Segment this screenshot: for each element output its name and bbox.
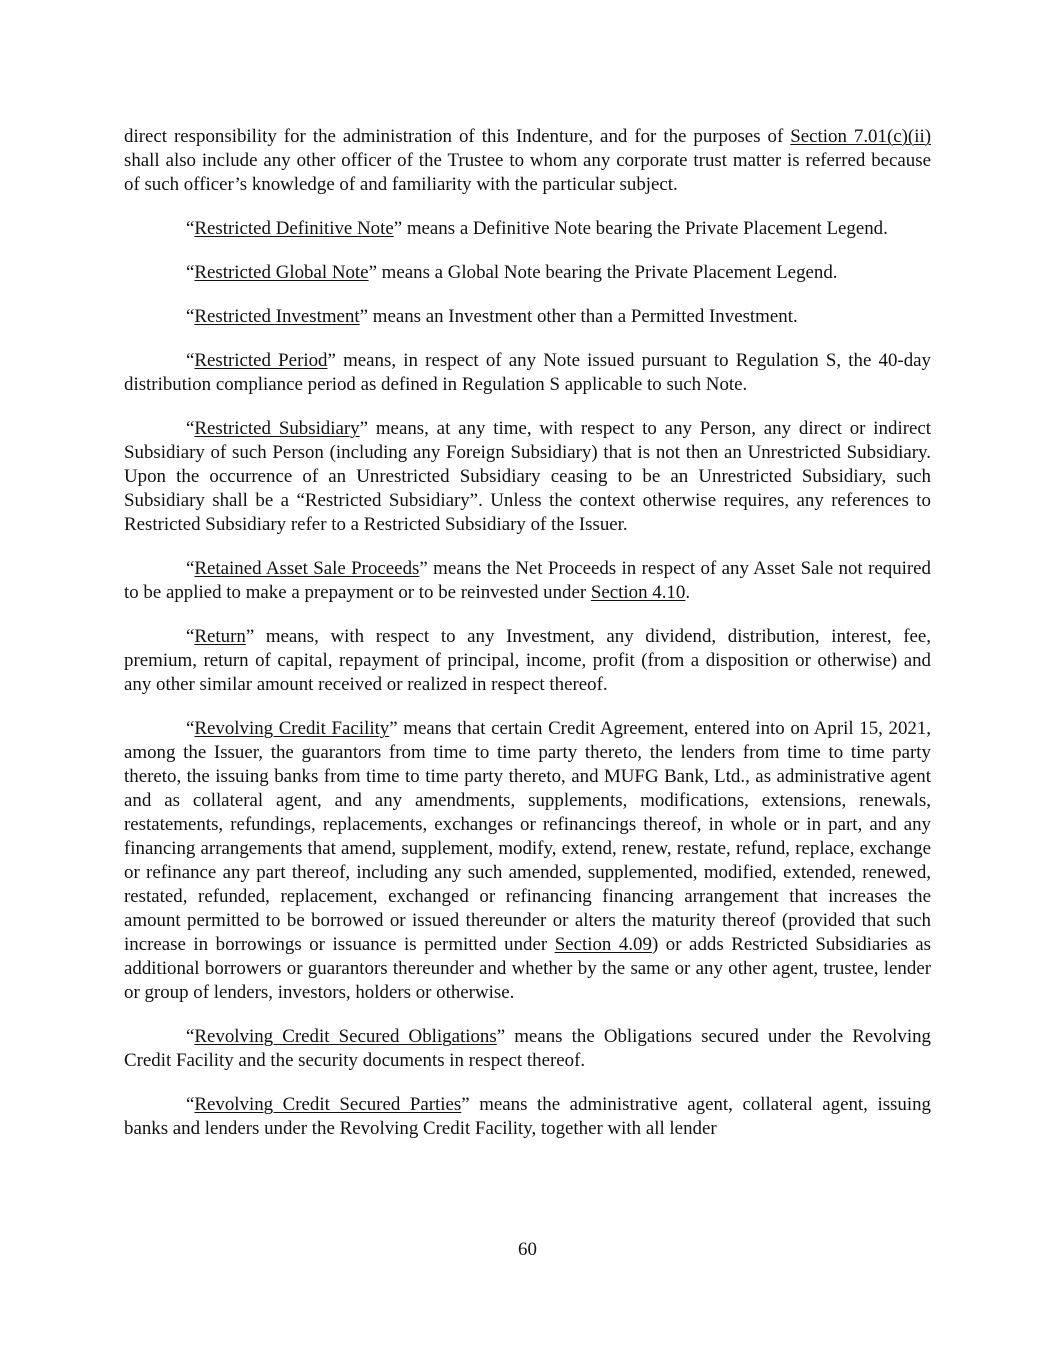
page-number: 60: [518, 1239, 537, 1260]
underlined-term: Revolving Credit Secured Parties: [194, 1094, 462, 1115]
underlined-term: Section 7.01(c)(ii): [790, 126, 931, 147]
underlined-term: Retained Asset Sale Proceeds: [194, 558, 420, 579]
paragraph-text: .: [685, 582, 691, 603]
underlined-term: Section 4.09: [554, 934, 652, 955]
definition-paragraph: [124, 305, 931, 329]
definition-paragraph: [124, 217, 931, 241]
underlined-term: Restricted Period: [194, 350, 328, 371]
definition-paragraph: [124, 717, 931, 1005]
definition-paragraph: [124, 1025, 931, 1073]
paragraph-text: “: [186, 306, 195, 327]
paragraph-text: ) or adds Restricted Subsidiaries as additional borrowers or guarantors thereunder and whether by the same or any other agent, trustee, lender or group of lenders, investors, holders or otherwise.: [124, 934, 931, 1003]
underlined-term: Revolving Credit Secured Obligations: [194, 1026, 497, 1047]
definition-paragraph: [124, 557, 931, 605]
definition-paragraph: [124, 417, 931, 537]
underlined-term: Section 4.10: [590, 582, 686, 603]
paragraph-text: “: [186, 1026, 195, 1047]
paragraph-text: ” means the administrative agent, collateral agent, issuing banks and lenders under the Revolving Credit Facility, together with all lender: [124, 1094, 931, 1139]
underlined-term: Restricted Definitive Note: [194, 218, 394, 239]
underlined-term: Restricted Global Note: [194, 262, 369, 283]
paragraph-text: “: [186, 1094, 195, 1115]
paragraph-text: “: [186, 218, 195, 239]
paragraph-text: ” means the Net Proceeds in respect of any Asset Sale not required to be applied to make a prepayment or to be reinvested under: [124, 558, 932, 603]
paragraph-text: “: [186, 418, 195, 439]
document-body: [124, 125, 931, 1161]
underlined-term: Revolving Credit Facility: [194, 718, 390, 739]
paragraph-text: “: [186, 350, 195, 371]
paragraph-text: ” means an Investment other than a Permitted Investment.: [359, 306, 798, 327]
paragraph-text: ” means a Definitive Note bearing the Private Placement Legend.: [393, 218, 888, 239]
underlined-term: Restricted Investment: [194, 306, 360, 327]
definition-paragraph: [124, 125, 931, 197]
paragraph-text: ” means, in respect of any Note issued pursuant to Regulation S, the 40-day distribution compliance period as defined in Regulation S applicable to such Note.: [124, 350, 931, 395]
paragraph-text: “: [186, 626, 195, 647]
definition-paragraph: [124, 1093, 931, 1141]
paragraph-text: ” means the Obligations secured under the Revolving Credit Facility and the security documents in respect thereof.: [124, 1026, 932, 1071]
definition-paragraph: [124, 261, 931, 285]
paragraph-text: “: [186, 718, 195, 739]
paragraph-text: “: [186, 558, 195, 579]
definition-paragraph: [124, 349, 931, 397]
paragraph-text: ” means, with respect to any Investment, any dividend, distribution, interest, fee, premium, return of capital, repayment of principal, income, profit (from a disposition or otherwise) and any other similar amount received or realized in respect thereof.: [124, 626, 931, 695]
paragraph-text: ” means a Global Note bearing the Private Placement Legend.: [368, 262, 838, 283]
paragraph-text: direct responsibility for the administration of this Indenture, and for the purposes of: [124, 126, 791, 147]
underlined-term: Return: [194, 626, 246, 647]
paragraph-text: ” means, at any time, with respect to any Person, any direct or indirect Subsidiary of such Person (including any Foreign Subsidiary) that is not then an Unrestricted Subsidiary. Upon the occurrence of an Unrestricted Subsidiary ceasing to be an Unrestricted Subsidiary, such Subsidiary shall be a “Restricted Subsidiary”. Unless the context otherwise requires, any references to Restricted Subsidiary refer to a Restricted Subsidiary of the Issuer.: [124, 418, 932, 535]
paragraph-text: ” means that certain Credit Agreement, entered into on April 15, 2021, among the Issuer, the guarantors from time to time party thereto, the lenders from time to time party thereto, the issuing banks from time to time party thereto, and MUFG Bank, Ltd., as administrative agent and as collateral agent, and any amendments, supplements, modifications, extensions, renewals, restatements, refundings, replacements, exchanges or refinancings thereof, in whole or in part, and any financing arrangements that amend, supplement, modify, extend, renew, restate, refund, replace, exchange or refinance any part thereof, including any such amended, supplemented, modified, extended, renewed, restated, refunded, replacement, exchanged or refinancing financing arrangement that increases the amount permitted to be borrowed or issued thereunder or alters the maturity thereof (provided that such increase in borrowings or issuance is permitted under: [124, 718, 931, 955]
paragraph-text: “: [186, 262, 195, 283]
underlined-term: Restricted Subsidiary: [194, 418, 360, 439]
paragraph-text: shall also include any other officer of the Trustee to whom any corporate trust matter is referred because of such officer’s knowledge of and familiarity with the particular subject.: [124, 150, 931, 195]
definition-paragraph: [124, 625, 931, 697]
